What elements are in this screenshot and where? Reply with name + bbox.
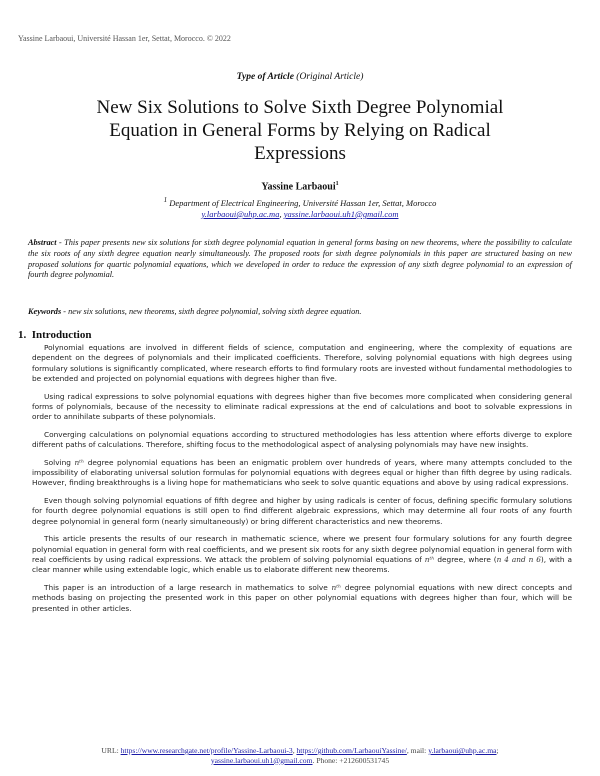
email-link-1[interactable]: y.larbaoui@uhp.ac.ma bbox=[201, 208, 280, 219]
p7-text-after: degree polynomial equations with new direct concepts and methods basing on projecting the presented work in this paper on other polynomial equations with degrees higher than four, which will be presented in other articles. bbox=[32, 582, 572, 613]
author-sup: 1 bbox=[335, 181, 339, 187]
article-type bbox=[0, 72, 600, 82]
paper-title bbox=[40, 96, 560, 165]
math-nth: nᵗʰ bbox=[74, 457, 85, 467]
p4-text-after: degree polynomial equations has been an enigmatic problem over hundreds of years, where many attempts concluded to the impossibility of elaborating universal solution formulas for polynomial equations with degrees equal or higher than fifth degree by using radicals. However, finding breakthroughs is a living hope for mathematicians who seek to solve quantic equations and above by using radical expressions. bbox=[32, 457, 572, 488]
paragraph-5: Even though solving polynomial equations of fifth degree and higher by using radicals is center of focus, defining specific formulary solutions for fourth degree polynomial equations is still open to find different algebraic expressions, which may determine all four roots of any fourth degree polynomial in general form (nearly simultaneously) or bring different characteristics and new theorems. bbox=[32, 495, 572, 526]
affiliation bbox=[0, 195, 600, 220]
abstract-label: Abstract - bbox=[28, 238, 65, 247]
footer-mail-label: , mail: bbox=[406, 746, 429, 755]
paragraph-3: Converging calculations on polynomial equations according to structured methodologies has less attention where efforts diverge to explore different paths of calculations. Therefore, shifting focus to the methodological aspect of analysing polynomials may have new insights. bbox=[32, 429, 572, 450]
article-type-label: Type of Article bbox=[236, 72, 294, 82]
section-heading bbox=[18, 329, 91, 341]
footer-link-researchgate[interactable]: https://www.researchgate.net/profile/Yassine-Larbaoui-3 bbox=[120, 746, 293, 755]
section-number: 1. bbox=[18, 329, 27, 341]
footer-email-1[interactable]: y.larbaoui@uhp.ac.ma bbox=[428, 746, 497, 755]
affiliation-line: Department of Electrical Engineering, Université Hassan 1er, Settat, Morocco bbox=[169, 197, 437, 208]
footer bbox=[40, 746, 560, 765]
p6-text-mid: degree, where ( bbox=[434, 554, 497, 564]
section-title: Introduction bbox=[31, 329, 92, 341]
keywords-text: new six solutions, new theorems, sixth degree polynomial, solving sixth degree equation. bbox=[68, 307, 362, 316]
footer-url-label: URL: bbox=[101, 746, 121, 755]
running-header: Yassine Larbaoui, Université Hassan 1er, Settat, Morocco. © 2022 bbox=[18, 34, 231, 43]
keywords-label: Keywords - bbox=[28, 307, 69, 316]
introduction-body bbox=[32, 343, 572, 621]
footer-link-github[interactable]: https://github.com/LarbaouiYassine/ bbox=[296, 746, 407, 755]
title-line-1: New Six Solutions to Solve Sixth Degree Polynomial bbox=[96, 97, 504, 118]
footer-email-2[interactable]: yassine.larbaoui.uh1@gmail.com bbox=[210, 755, 313, 765]
email-link-2[interactable]: yassine.larbaoui.uh1@gmail.com bbox=[283, 208, 399, 219]
title-line-3: Expressions bbox=[254, 143, 346, 164]
paragraph-2: Using radical expressions to solve polynomial equations with degrees higher than five becomes more complicated when considering general forms of polynomials, because of the necessity to eliminate radical expressions at the end of calculations and boot to solvable expressions in order to annihilate subparts of these polynomials. bbox=[32, 391, 572, 422]
footer-phone: . Phone: +212600531745 bbox=[312, 755, 390, 765]
keywords bbox=[28, 307, 572, 316]
abstract bbox=[28, 238, 572, 281]
article-type-value: (Original Article) bbox=[296, 72, 364, 82]
email-separator: , bbox=[279, 208, 284, 219]
paragraph-7 bbox=[32, 583, 572, 614]
paragraph-6 bbox=[32, 534, 572, 576]
math-nth: nᵗʰ bbox=[424, 554, 435, 564]
p4-text-before: Solving bbox=[44, 457, 75, 467]
footer-separator: , bbox=[292, 746, 297, 755]
author bbox=[0, 181, 600, 192]
p6-text-after: ), with a clear manner while using extendable logic, which enable us to elaborate different new theorems. bbox=[32, 554, 572, 575]
footer-separator: ; bbox=[496, 746, 499, 755]
paragraph-4 bbox=[32, 458, 572, 489]
paragraph-1: Polynomial equations are involved in different fields of science, computation and engineering, where the complexity of equations are dependent on the degrees of polynomials and their implicated coefficients. Therefore, solving polynomial equations with high degrees using formulary solutions is significantly complicated, where research efforts to find formulary roots are invested without fundamental methodologies to be extended and projected on polynomial equations with degrees higher than five. bbox=[32, 343, 572, 384]
abstract-text: This paper presents new six solutions for sixth degree polynomial equation in general forms basing on new theorems, where the possibility to calculate the six roots of any sixth degree equation nearly simultaneously. The proposed roots for sixth degree polynomials in this paper are structured basing on new proposed solutions for quartic polynomial equations, which we developed in order to reduce the expression of any sixth degree polynomial to an expression of fourth degree polynomial. bbox=[28, 238, 572, 280]
math-nth: nᵗʰ bbox=[331, 582, 342, 592]
math-condition: n 4 and n 6 bbox=[496, 554, 541, 564]
affiliation-sup: 1 bbox=[163, 196, 168, 204]
p6-text-before: This article presents the results of our research in mathematic science, where we present four formulary solutions for any fourth degree polynomial equation in general form with real coefficients, and we present six roots for any sixth degree polynomial equation in general form with real coefficients by using radical expressions. We attack the problem of solving polynomial equations of bbox=[32, 534, 572, 564]
p7-text-before: This paper is an introduction of a large research in mathematics to solve bbox=[44, 582, 332, 592]
title-line-2: Equation in General Forms by Relying on Radical bbox=[109, 120, 491, 141]
author-name: Yassine Larbaoui bbox=[261, 181, 336, 193]
